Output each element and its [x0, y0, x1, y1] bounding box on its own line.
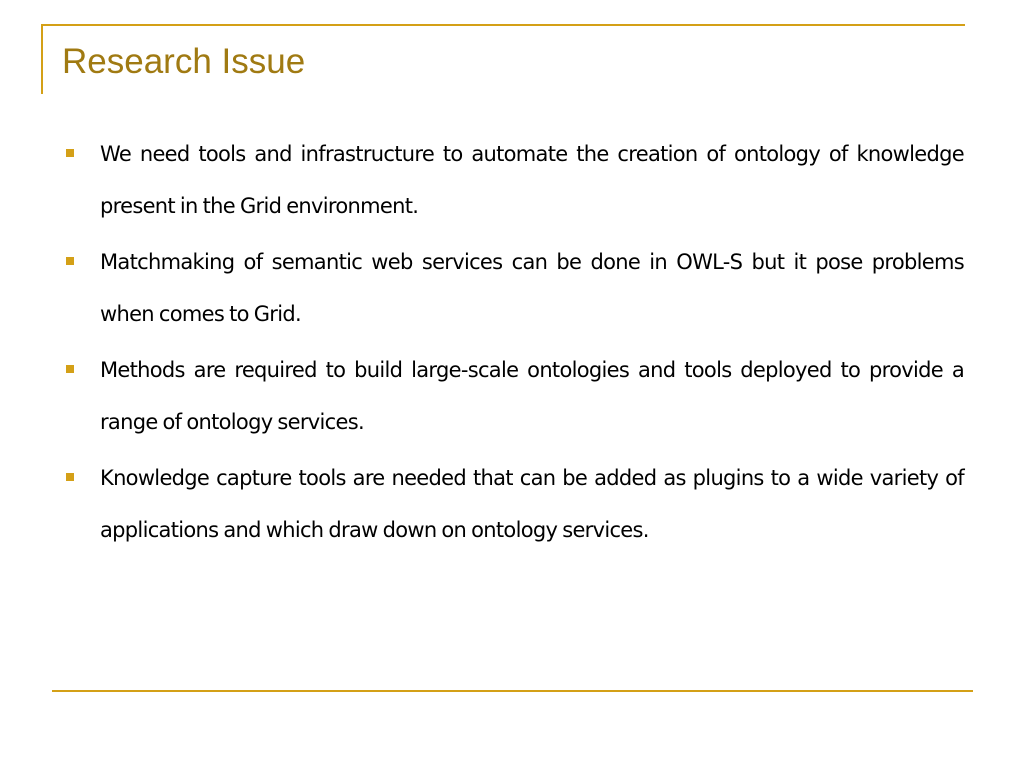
bullet-list: [66, 128, 964, 560]
square-bullet-icon: [66, 365, 74, 373]
square-bullet-icon: [66, 257, 74, 265]
bullet-text: We need tools and infrastructure to automate the creation of ontology of knowledge present in the Grid environment.: [100, 142, 964, 218]
square-bullet-icon: [66, 149, 74, 157]
bullet-item: [66, 128, 964, 232]
bullet-item: [66, 236, 964, 340]
square-bullet-icon: [66, 473, 74, 481]
bullet-text: Matchmaking of semantic web services can be done in OWL-S but it pose problems when comes to Grid.: [100, 250, 964, 326]
footer-rule: [52, 690, 973, 692]
bullet-item: [66, 344, 964, 448]
title-frame-left-rule: [41, 24, 43, 94]
title-frame-top-rule: [41, 24, 965, 26]
bullet-text: Knowledge capture tools are needed that can be added as plugins to a wide variety of applications and which draw down on ontology services.: [100, 466, 964, 542]
slide-title: Research Issue: [62, 42, 306, 81]
bullet-item: [66, 452, 964, 556]
bullet-text: Methods are required to build large-scale ontologies and tools deployed to provide a range of ontology services.: [100, 358, 964, 434]
